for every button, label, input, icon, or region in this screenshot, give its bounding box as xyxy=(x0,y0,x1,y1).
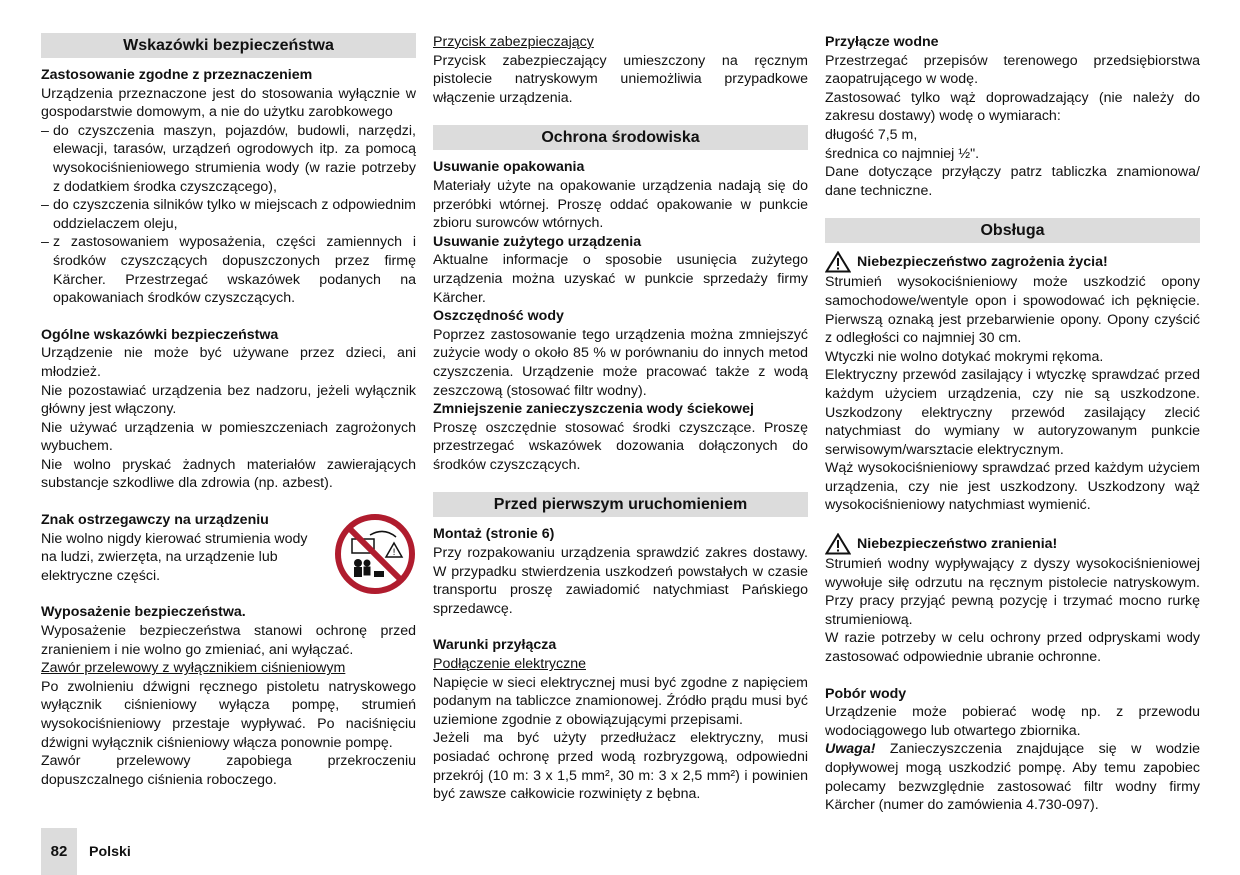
paragraph: Przestrzegać przepisów terenowego przedsiębiorstwa zaopatrującego w wodę. xyxy=(825,52,1200,88)
section-title-operation: Obsługa xyxy=(825,218,1200,243)
section-title-first-startup: Przed pierwszym uruchomieniem xyxy=(433,492,808,517)
intended-use-text: Urządzenia przeznaczone jest do stosowania wyłącznie w gospodarstwie domowym, a nie do użytku zarobkowego xyxy=(41,85,416,121)
paragraph: Nie pozostawiać urządzenia bez nadzoru, jeżeli wyłącznik główny jest włączony. xyxy=(41,382,416,418)
paragraph: Poprzez zastosowanie tego urządzenia można zmniejszyć zużycie wody o około 85 % w porównaniu do innych metod czyszczenia. Urządzenie może pracować także z wodą zeszczową (stosować filtr wodny). xyxy=(433,326,808,399)
paragraph: Zawór przelewowy zapobiega przekroczeniu dopuszczalnego ciśnienia roboczego. xyxy=(41,753,416,788)
heading-connection-conditions: Warunki przyłącza xyxy=(433,637,557,654)
section-title-environment: Ochrona środowiska xyxy=(433,125,808,150)
paragraph: Zastosować tylko wąż doprowadzający (nie należy do zakresu dostawy) wodę o wymiarach: xyxy=(825,89,1200,125)
list-item: – do czyszczenia silników tylko w miejscach z odpowiednim oddzielaczem oleju, xyxy=(41,197,416,232)
no-spray-warning-sign xyxy=(334,513,416,595)
warning-sign-block xyxy=(41,511,416,585)
language-label: Polski xyxy=(89,843,131,860)
paragraph: Wąż wysokociśnieniowy sprawdzać przed każdym użyciem urządzenia, czy nie jest uszkodzony. Uszkodzony wąż wysokociśnieniowy natychmiast wymienić. xyxy=(825,460,1200,514)
page-footer xyxy=(41,828,131,875)
page-number: 82 xyxy=(41,828,77,875)
column-right xyxy=(825,33,1200,815)
paragraph: W razie potrzeby w celu ochrony przed odpryskami wody zastosować odpowiednie ubranie ochronne. xyxy=(825,630,1200,666)
paragraph: Uwaga! Zanieczyszczenia znajdujące się w wodzie dopływowej mogą uszkodzić pompę. Aby temu zapobiec polecamy bezwzględnie zastosować filtr wodny firmy Kärcher (numer do zamówienia 4.730-097). xyxy=(825,741,1200,814)
warning-triangle-icon xyxy=(825,251,851,273)
paragraph: Materiały użyte na opakowanie urządzenia nadają się do przeróbki wtórnej. Proszę oddać opakowanie w punkcie zbioru surowców wtórnych. xyxy=(433,177,808,232)
svg-text:!: ! xyxy=(392,548,396,559)
heading-packaging-disposal: Usuwanie opakowania xyxy=(433,159,585,176)
paragraph: Aktualne informacje o sposobie usunięcia zużytego urządzenia można uzyskać w punkcie sprzedaży firmy Kärcher. xyxy=(433,252,808,306)
paragraph: Przy rozpakowaniu urządzenia sprawdzić zakres dostawy. W przypadku stwierdzenia uszkodzeń powstałych w czasie transportu proszę zawiadomić natychmiast Pańskiego sprzedawcę. xyxy=(433,545,808,617)
paragraph: Strumień wodny wypływający z dyszy wysokociśnieniowej wywołuje siłę odrzutu na ręcznym pistolecie natryskowym. Przy pracy przyjąć pewną pozycję i trzymać mocno rurkę strumieniową. xyxy=(825,556,1200,628)
column-left xyxy=(41,33,416,789)
paragraph: Po zwolnieniu dźwigni ręcznego pistoletu natryskowego wyłącznik ciśnieniowy wyłącza pompę, strumień wysokociśnieniowy przestaje wypływać. Po naciśnięciu dźwigni wyłącznik ciśnieniowy włącza ponownie pompę. xyxy=(41,678,416,751)
heading-intended-use: Zastosowanie zgodne z przeznaczeniem xyxy=(41,67,313,83)
warning-text: Niebezpieczeństwo zranienia! xyxy=(857,535,1058,552)
column-middle xyxy=(433,33,808,804)
paragraph: Napięcie w sieci elektrycznej musi być zgodne z napięciem podanym na tabliczce znamionowej. Źródło prądu musi być uziemione zgodnie z obowiązującymi przepisami. xyxy=(433,674,808,728)
heading-safety-equipment: Wyposażenie bezpieczeństwa. xyxy=(41,604,246,621)
heading-water-intake: Pobór wody xyxy=(825,685,907,702)
paragraph: Nie używać urządzenia w pomieszczeniach zagrożonych wybuchem. xyxy=(41,419,416,455)
paragraph: Wyposażenie bezpieczeństwa stanowi ochronę przed zranieniem i nie wolno go zmieniać, ani wyłączać. xyxy=(41,623,416,658)
paragraph: długość 7,5 m, xyxy=(825,126,918,143)
paragraph: średnica co najmniej ½". xyxy=(825,145,980,162)
paragraph: Strumień wysokociśnieniowy może uszkodzić opony samochodowe/wentyle opon i spowodować ich pęknięcie. Pierwszą oznaką jest przebarwienie opony. Opony czyścić z odległości co najmniej 30 cm. xyxy=(825,274,1200,347)
heading-warning-sign: Znak ostrzegawczy na urządzeniu xyxy=(41,512,269,529)
warning-text: Niebezpieczeństwo zagrożenia życia! xyxy=(857,254,1108,271)
subheading-electrical-connection: Podłączenie elektryczne xyxy=(433,656,586,673)
paragraph: Elektryczny przewód zasilający i wtyczkę sprawdzać przed każdym użyciem urządzenia, czy nie są uszkodzone. Uszkodzony elektryczny przewód zasilający zlecić natychmiast do wymiany w autoryzowanym punkcie serwisowym/warsztacie elektrycznym. xyxy=(825,367,1200,458)
warning-danger-to-life xyxy=(825,251,1200,273)
heading-assembly: Montaż (stronie 6) xyxy=(433,526,555,543)
heading-wastewater: Zmniejszenie zanieczyszczenia wody ściekowej xyxy=(433,401,754,418)
subheading-overflow-valve: Zawór przelewowy z wyłącznikiem ciśnieniowym xyxy=(41,660,346,677)
paragraph: Proszę oszczędnie stosować środki czyszczące. Proszę przestrzegać wskazówek dozowania dołączonych do środków czyszczących. xyxy=(433,419,808,473)
paragraph: Urządzenie może pobierać wodę np. z przewodu wodociągowego lub otwartego zbiornika. xyxy=(825,704,1200,739)
heading-water-connection: Przyłącze wodne xyxy=(825,34,939,50)
paragraph: Przycisk zabezpieczający umieszczony na ręcznym pistolecie natryskowym uniemożliwia przypadkowe włączenie urządzenia. xyxy=(433,52,808,106)
heading-water-saving: Oszczędność wody xyxy=(433,308,564,325)
warning-triangle-icon xyxy=(825,533,851,555)
section-title-safety: Wskazówki bezpieczeństwa xyxy=(41,33,416,58)
paragraph: Urządzenie nie może być używane przez dzieci, ani młodzież. xyxy=(41,345,416,380)
paragraph: Nie wolno pryskać żadnych materiałów zawierających substancje szkodliwe dla zdrowia (np. azbest). xyxy=(41,456,416,492)
paragraph: Jeżeli ma być użyty przedłużacz elektryczny, musi posiadać ochronę przed wodą rozbryzgową, odpowiedni przekrój (10 m: 3 x 1,5 mm², 30 m: 3 x 2,5 mm²) i powinien być zawsze całkowicie rozwinięty z bębna. xyxy=(433,730,808,803)
paragraph: Wtyczki nie wolno dotykać mokrymi rękoma. xyxy=(825,348,1104,365)
caution-label: Uwaga! xyxy=(825,741,876,758)
warning-sign-text: Nie wolno nigdy kierować strumienia wody na ludzi, zwierzęta, na urządzenie lub elektryczne części. xyxy=(41,530,308,584)
warning-injury xyxy=(825,533,1200,555)
paragraph: Dane dotyczące przyłączy patrz tabliczka znamionowa/ dane techniczne. xyxy=(825,164,1200,199)
list-item: – z zastosowaniem wyposażenia, części zamiennych i środków czyszczących dopuszczonych przez firmę Kärcher. Przestrzegać wskazówek podanych na opakowaniach środków czyszczących. xyxy=(41,234,416,307)
heading-general-safety: Ogólne wskazówki bezpieczeństwa xyxy=(41,326,279,343)
list-item: – do czyszczenia maszyn, pojazdów, budowli, narzędzi, elewacji, tarasów, urządzeń ogrodowych itp. za pomocą wysokociśnieniowego strumienia wody (w razie potrzeby z dodatkiem środka czyszczącego), xyxy=(41,122,416,195)
subheading-safety-button: Przycisk zabezpieczający xyxy=(433,34,594,50)
heading-device-disposal: Usuwanie zużytego urządzenia xyxy=(433,233,642,250)
